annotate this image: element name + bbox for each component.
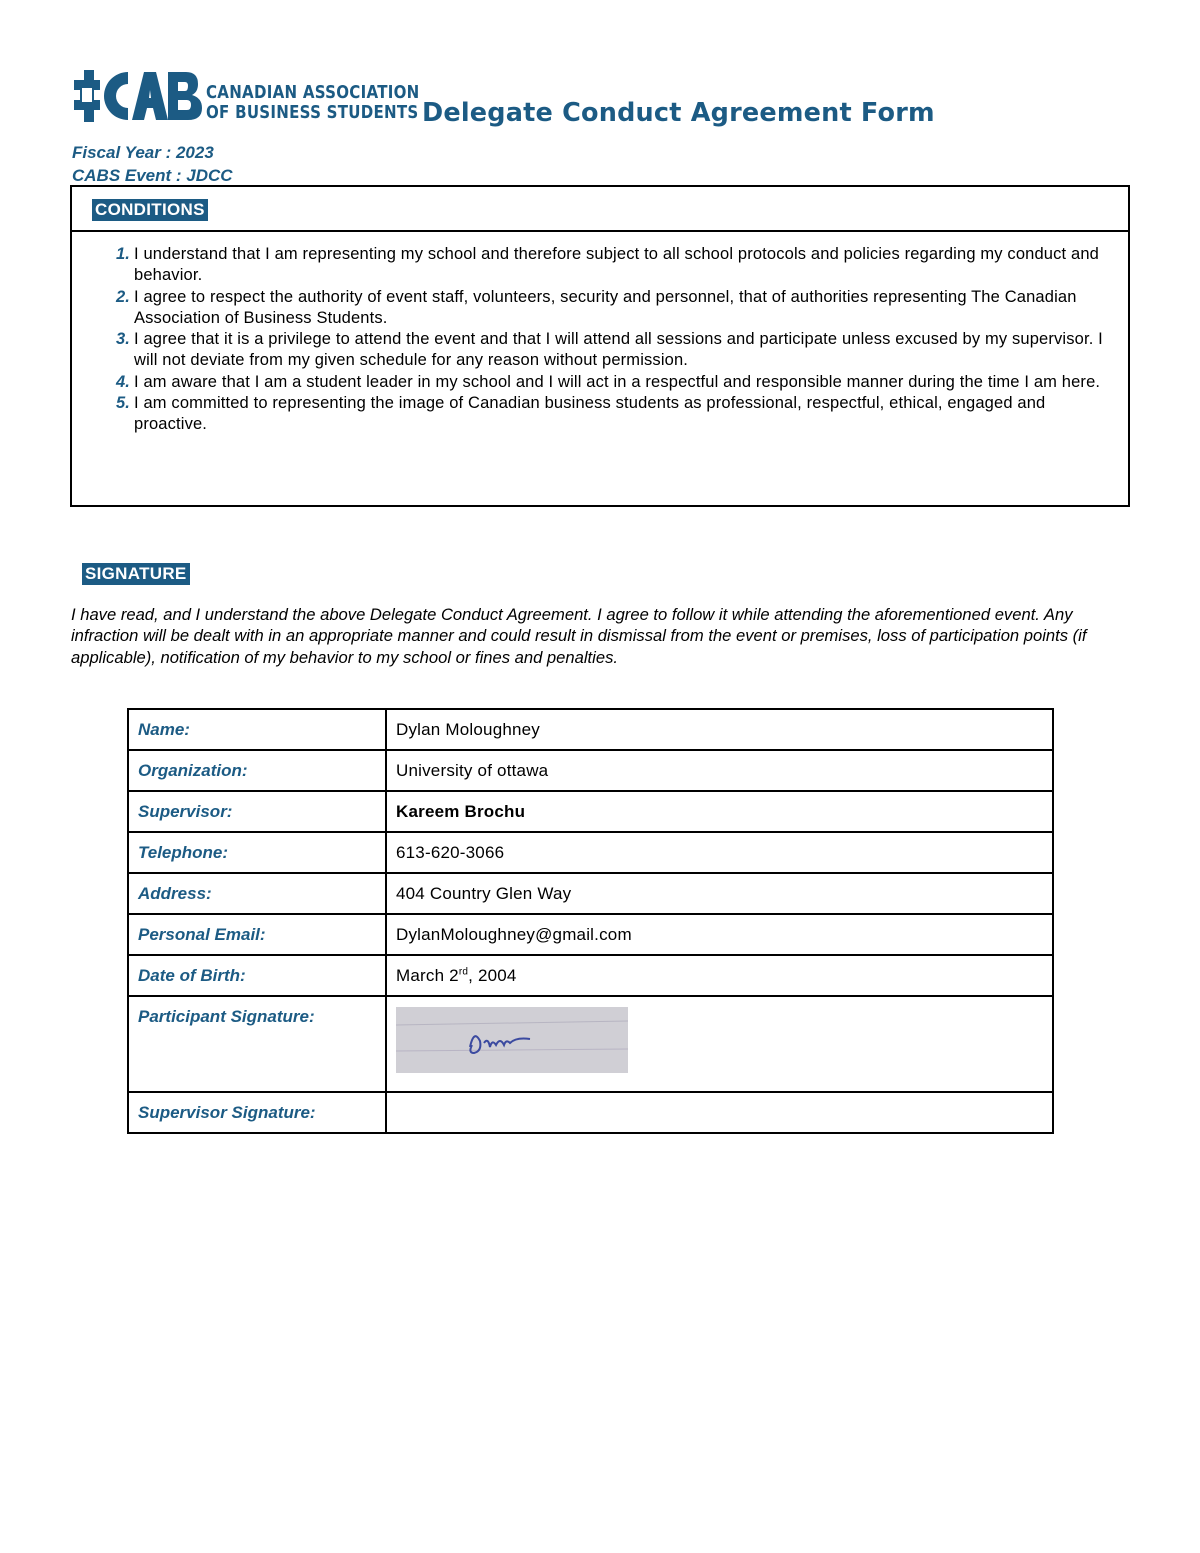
conditions-header bbox=[72, 187, 1128, 232]
email-field[interactable]: DylanMoloughney@gmail.com bbox=[386, 914, 1053, 955]
organization-label: Organization: bbox=[128, 750, 386, 791]
table-row bbox=[128, 873, 1053, 914]
participant-signature-image bbox=[396, 1007, 628, 1073]
agreement-statement: I have read, and I understand the above Delegate Conduct Agreement. I agree to follow it while attending the aforementioned event. Any infraction will be dealt with in an appropriate manner and could result in dismissal from the event or premises, loss of participation points (if applicable), notification of my behavior to my school or fines and penalties. bbox=[71, 605, 1087, 667]
dob-label: Date of Birth: bbox=[128, 955, 386, 996]
supervisor-label: Supervisor: bbox=[128, 791, 386, 832]
cabs-logo-mark-icon bbox=[70, 66, 206, 128]
condition-item bbox=[94, 393, 1104, 436]
participant-signature-label: Participant Signature: bbox=[128, 996, 386, 1092]
condition-item bbox=[94, 287, 1104, 330]
dob-ordinal: rd bbox=[458, 965, 469, 977]
participant-signature-field[interactable] bbox=[386, 996, 1053, 1092]
address-field[interactable]: 404 Country Glen Way bbox=[386, 873, 1053, 914]
conditions-box bbox=[70, 185, 1130, 507]
condition-item bbox=[94, 372, 1104, 393]
organization-field[interactable]: University of ottawa bbox=[386, 750, 1053, 791]
condition-text: I am committed to representing the image of Canadian business students as professional, respectful, ethical, engaged and proactive. bbox=[134, 394, 1046, 434]
dob-field[interactable] bbox=[386, 955, 1053, 996]
condition-text: I understand that I am representing my school and therefore subject to all school protocols and policies regarding my conduct and behavior. bbox=[134, 245, 1099, 285]
condition-number: 1. bbox=[115, 245, 130, 263]
condition-item bbox=[94, 244, 1104, 287]
name-label: Name: bbox=[128, 709, 386, 750]
table-row bbox=[128, 750, 1053, 791]
delegate-info-table bbox=[127, 708, 1054, 1134]
supervisor-signature-label: Supervisor Signature: bbox=[128, 1092, 386, 1133]
dob-year: , 2004 bbox=[468, 965, 517, 985]
table-row bbox=[128, 709, 1053, 750]
table-row bbox=[128, 832, 1053, 873]
logo-text-line-2: OF BUSINESS STUDENTS bbox=[206, 103, 419, 123]
table-row bbox=[128, 914, 1053, 955]
cabs-logo bbox=[70, 66, 420, 128]
email-label: Personal Email: bbox=[128, 914, 386, 955]
address-label: Address: bbox=[128, 873, 386, 914]
condition-text: I agree to respect the authority of event staff, volunteers, security and personnel, that of authorities representing The Canadian Association of Business Students. bbox=[134, 287, 1077, 327]
supervisor-signature-field[interactable] bbox=[386, 1092, 1053, 1133]
table-row bbox=[128, 996, 1053, 1092]
condition-number: 5. bbox=[115, 394, 130, 413]
conditions-heading: CONDITIONS bbox=[92, 199, 208, 221]
conditions-list bbox=[94, 244, 1104, 436]
name-field[interactable]: Dylan Moloughney bbox=[386, 709, 1053, 750]
signature-heading: SIGNATURE bbox=[82, 563, 190, 585]
table-row bbox=[128, 955, 1053, 996]
page-title: Delegate Conduct Agreement Form bbox=[422, 98, 935, 128]
telephone-field[interactable]: 613-620-3066 bbox=[386, 832, 1053, 873]
condition-number: 2. bbox=[115, 287, 130, 306]
condition-item bbox=[94, 329, 1104, 372]
telephone-label: Telephone: bbox=[128, 832, 386, 873]
table-row bbox=[128, 1092, 1053, 1133]
condition-number: 3. bbox=[115, 330, 130, 349]
condition-text: I agree that it is a privilege to attend the event and that I will attend all sessions and participate unless excused by my supervisor. I will not deviate from my given schedule for any reason without permission. bbox=[134, 330, 1103, 370]
condition-number: 4. bbox=[115, 372, 130, 391]
condition-text: I am aware that I am a student leader in my school and I will act in a respectful and responsible manner during the time I am here. bbox=[134, 372, 1101, 391]
cabs-event: CABS Event : JDCC bbox=[72, 166, 233, 185]
dob-day: March 2 bbox=[396, 965, 459, 985]
supervisor-field[interactable]: Kareem Brochu bbox=[386, 791, 1053, 832]
logo-text-line-1: CANADIAN ASSOCIATION bbox=[206, 83, 420, 103]
table-row bbox=[128, 791, 1053, 832]
fiscal-year: Fiscal Year : 2023 bbox=[72, 143, 214, 162]
